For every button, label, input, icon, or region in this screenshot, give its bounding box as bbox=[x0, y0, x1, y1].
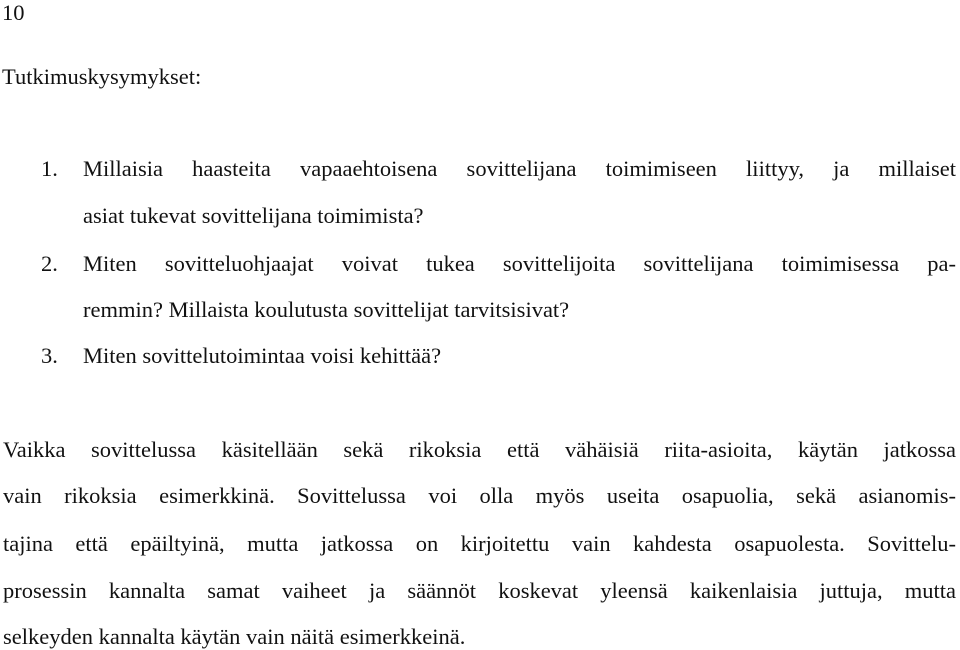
paragraph-line: Vaikka sovittelussa käsitellään sekä rikoksia että vähäisiä riita-asioita, käytän jatkossa bbox=[3, 437, 956, 462]
paragraph-line: vain rikoksia esimerkkinä. Sovittelussa voi olla myös useita osapuolia, sekä asianomis- bbox=[3, 483, 956, 508]
page-number: 10 bbox=[2, 0, 25, 25]
question-number: 2. bbox=[41, 251, 58, 276]
question-line: Miten sovittelutoimintaa voisi kehittää? bbox=[83, 343, 442, 368]
question-line: remmin? Millaista koulutusta sovittelijat tarvitsisivat? bbox=[83, 297, 570, 322]
paragraph-line: selkeyden kannalta käytän vain näitä esimerkkeinä. bbox=[3, 624, 466, 649]
question-line: Miten sovitteluohjaajat voivat tukea sovittelijoita sovittelijana toimimisessa pa- bbox=[83, 251, 956, 276]
paragraph-line: tajina että epäiltyinä, mutta jatkossa on kirjoitettu vain kahdesta osapuolesta. Sovittelu- bbox=[3, 531, 956, 556]
section-heading: Tutkimuskysymykset: bbox=[2, 64, 202, 89]
paragraph-line: prosessin kannalta samat vaiheet ja säännöt koskevat yleensä kaikenlaisia juttuja, mutta bbox=[3, 578, 956, 603]
question-line: Millaisia haasteita vapaaehtoisena sovittelijana toimimiseen liittyy, ja millaiset bbox=[83, 156, 956, 181]
question-number: 1. bbox=[41, 156, 58, 181]
question-number: 3. bbox=[41, 343, 58, 368]
question-line: asiat tukevat sovittelijana toimimista? bbox=[83, 203, 424, 228]
